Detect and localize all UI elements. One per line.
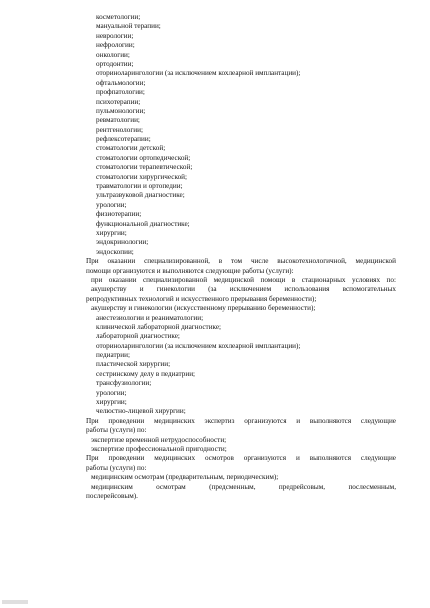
list-item: онкологии; [96, 50, 130, 59]
paragraph-line: При оказании специализированной, в том числе высокотехнологичной, медицинской [86, 257, 396, 266]
list-item: стоматологии хирургической; [96, 172, 188, 181]
list-item: пластической хирургии; [96, 360, 171, 369]
paragraph-line: работы (услуги) по: [86, 426, 147, 435]
list-item: хирургии; [96, 398, 127, 407]
list-item: эндоскопии; [96, 247, 134, 256]
paragraph-line: репродуктивных технологий и искусственного прерывания беременности); [86, 294, 317, 303]
list-item: ортодонтии; [96, 59, 134, 68]
list-item: рефлексотерапии; [96, 135, 151, 144]
paragraph-line: При проведении медицинских экспертиз организуются и выполняются следующие [86, 416, 396, 425]
list-item: хирургии; [96, 228, 127, 237]
list-item: физиотерапии; [96, 210, 142, 219]
list-item: стоматологии детской; [96, 144, 166, 153]
list-item: медицинским осмотрам (предсменным, предрейсовым, послесменным, [91, 482, 396, 491]
list-item: экспертизе временной нетрудоспособности; [91, 435, 227, 444]
list-item: рентгенологии; [96, 125, 143, 134]
paragraph-line: акушерству и гинекологии (искусственному прерыванию беременности); [91, 304, 316, 313]
list-item: послерейсовым). [86, 491, 138, 500]
list-item: ультразвуковой диагностике; [96, 191, 185, 200]
document-body [86, 13, 396, 501]
scan-artifact [2, 600, 28, 604]
list-item: травматологии и ортопедии; [96, 182, 183, 191]
list-item: экспертизе профессиональной пригодности; [91, 444, 227, 453]
paragraph-line: работы (услуги) по: [86, 463, 147, 472]
list-item: педиатрии; [96, 351, 130, 360]
list-item: урологии; [96, 200, 127, 209]
list-item: функциональной диагностике; [96, 219, 190, 228]
list-item: ревматологии; [96, 116, 140, 125]
list-item: сестринскому делу в педиатрии; [96, 369, 196, 378]
list-item: косметологии; [96, 13, 141, 21]
paragraph-line: При проведении медицинских осмотров организуются и выполняются следующие [86, 454, 396, 463]
list-item: оториноларингологии (за исключением кохлеарной имплантации); [96, 341, 301, 350]
list-item: нефрологии; [96, 41, 135, 50]
specialty-list [86, 13, 396, 257]
inpatient-list [86, 314, 396, 417]
list-item: урологии; [96, 388, 127, 397]
paragraph-line: при оказании специализированной медицинской помощи в стационарных условиях по: [91, 275, 396, 284]
list-item: эндокринологии; [96, 238, 149, 247]
paragraph-line: помощи организуются и выполняются следующие работы (услуги): [86, 266, 294, 275]
list-item: медицинским осмотрам (предварительным, периодическим); [91, 473, 279, 482]
list-item: лабораторной диагностике; [96, 332, 180, 341]
list-item: клинической лабораторной диагностике; [96, 322, 222, 331]
list-item: офтальмологии; [96, 78, 146, 87]
list-item: стоматологии ортопедической; [96, 153, 191, 162]
paragraph-line: акушерству и гинекологии (за исключением использования вспомогательных [91, 285, 396, 294]
list-item: челюстно-лицевой хирургии; [96, 407, 186, 416]
list-item: стоматологии терапевтической; [96, 163, 193, 172]
list-item: пульмонологии; [96, 106, 146, 115]
list-item: трансфузиологии; [96, 379, 152, 388]
list-item: оториноларингологии (за исключением кохлеарной имплантации); [96, 69, 301, 78]
list-item: анестезиологии и реаниматологии; [96, 313, 204, 322]
list-item: мануальной терапии; [96, 22, 161, 31]
list-item: психотерапии; [96, 97, 141, 106]
list-item: неврологии; [96, 31, 134, 40]
list-item: профпатологии; [96, 88, 145, 97]
